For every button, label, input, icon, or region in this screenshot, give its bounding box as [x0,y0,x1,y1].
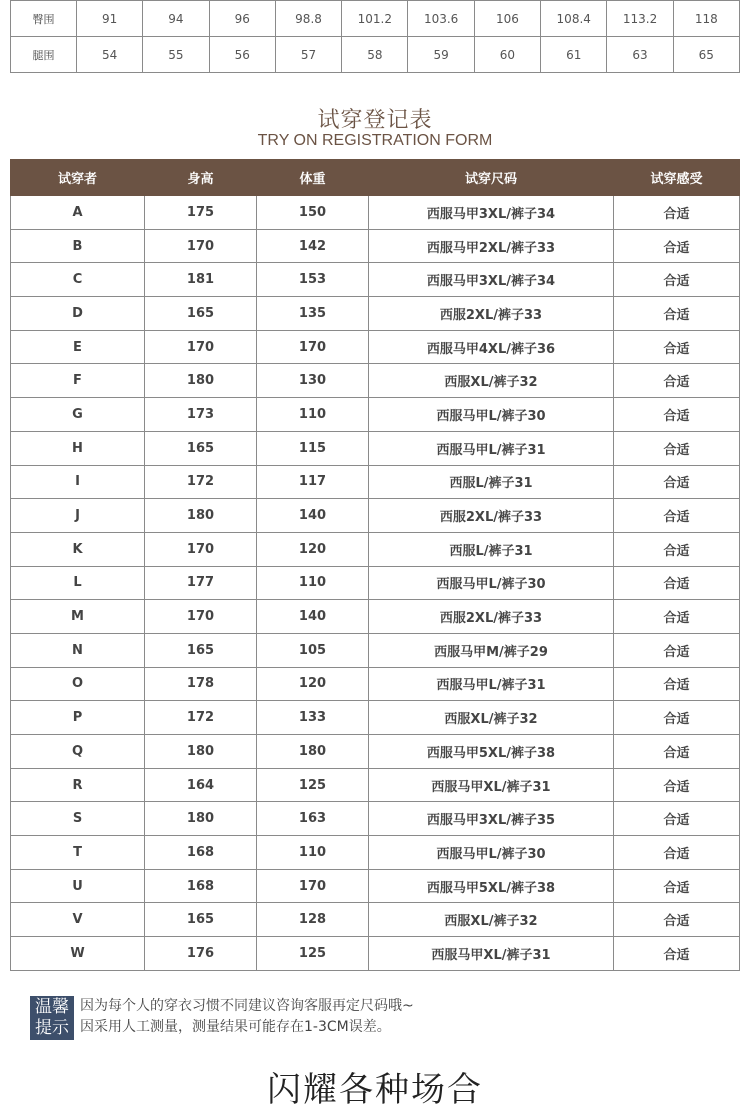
tester-cell: B [11,229,145,263]
tester-cell: D [11,297,145,331]
size-cell: 西服马甲XL/裤子31 [369,937,614,971]
feeling-cell: 合适 [614,297,740,331]
size-cell: 63 [607,37,673,73]
table-row [11,229,740,263]
weight-cell: 153 [257,263,369,297]
feeling-cell: 合适 [614,263,740,297]
table-row [11,566,740,600]
feeling-cell: 合适 [614,532,740,566]
weight-cell: 125 [257,937,369,971]
height-cell: 180 [145,364,257,398]
tester-cell: C [11,263,145,297]
table-row [11,398,740,432]
weight-cell: 110 [257,398,369,432]
height-cell: 165 [145,297,257,331]
size-cell: 西服马甲XL/裤子31 [369,768,614,802]
height-cell: 165 [145,431,257,465]
height-cell: 165 [145,903,257,937]
height-cell: 168 [145,869,257,903]
tester-cell: J [11,499,145,533]
size-row-label: 臀围 [11,1,77,37]
table-row [11,532,740,566]
size-cell: 65 [673,37,739,73]
tips-box [30,996,414,1040]
tester-cell: V [11,903,145,937]
size-cell: 西服马甲L/裤子30 [369,566,614,600]
form-subtitle: TRY ON REGISTRATION FORM [257,132,493,149]
weight-cell: 120 [257,667,369,701]
size-cell: 108.4 [541,1,607,37]
tester-cell: H [11,431,145,465]
tester-cell: U [11,869,145,903]
size-cell: 西服马甲3XL/裤子35 [369,802,614,836]
size-cell: 西服马甲2XL/裤子33 [369,229,614,263]
size-cell: 96 [209,1,275,37]
weight-cell: 105 [257,633,369,667]
tips-badge-top: 温馨 [35,997,69,1017]
tester-cell: N [11,633,145,667]
tester-cell: R [11,768,145,802]
table-row [11,667,740,701]
feeling-cell: 合适 [614,667,740,701]
tips-line-2: 因采用人工测量，测量结果可能存在1-3CM误差。 [80,1019,391,1035]
header-size: 试穿尺码 [369,160,614,196]
size-row [11,1,740,37]
table-row [11,330,740,364]
size-cell: 西服2XL/裤子33 [369,297,614,331]
size-cell: 西服马甲L/裤子31 [369,431,614,465]
height-cell: 170 [145,600,257,634]
size-cell: 113.2 [607,1,673,37]
size-cell: 91 [77,1,143,37]
tester-cell: Q [11,735,145,769]
weight-cell: 140 [257,600,369,634]
tips-line-1: 因为每个人的穿衣习惯不同建议咨询客服再定尺码哦~ [80,998,414,1014]
weight-cell: 133 [257,701,369,735]
size-cell: 57 [275,37,341,73]
table-row [11,364,740,398]
size-cell: 西服马甲L/裤子31 [369,667,614,701]
tester-cell: E [11,330,145,364]
weight-cell: 110 [257,836,369,870]
weight-cell: 142 [257,229,369,263]
size-cell: 西服XL/裤子32 [369,364,614,398]
table-row [11,937,740,971]
tester-cell: S [11,802,145,836]
tester-cell: A [11,196,145,230]
table-row [11,465,740,499]
size-cell: 61 [541,37,607,73]
tester-cell: W [11,937,145,971]
tester-cell: K [11,532,145,566]
table-row [11,903,740,937]
height-cell: 168 [145,836,257,870]
table-row [11,600,740,634]
table-row [11,735,740,769]
feeling-cell: 合适 [614,499,740,533]
tester-cell: L [11,566,145,600]
header-height: 身高 [145,160,257,196]
try-on-table [10,159,740,971]
tips-badge [30,996,74,1040]
table-row [11,499,740,533]
size-cell: 西服L/裤子31 [369,532,614,566]
size-cell: 103.6 [408,1,474,37]
weight-cell: 130 [257,364,369,398]
size-cell: 西服2XL/裤子33 [369,499,614,533]
size-cell: 西服马甲L/裤子30 [369,836,614,870]
feeling-cell: 合适 [614,431,740,465]
size-cell: 西服马甲5XL/裤子38 [369,735,614,769]
feeling-cell: 合适 [614,869,740,903]
size-table [10,0,740,73]
size-cell: 56 [209,37,275,73]
feeling-cell: 合适 [614,903,740,937]
tester-cell: G [11,398,145,432]
height-cell: 177 [145,566,257,600]
table-row [11,836,740,870]
weight-cell: 135 [257,297,369,331]
footer-title: 闪耀各种场合 [267,1070,483,1110]
header-tester: 试穿者 [11,160,145,196]
height-cell: 173 [145,398,257,432]
feeling-cell: 合适 [614,836,740,870]
weight-cell: 117 [257,465,369,499]
weight-cell: 163 [257,802,369,836]
table-header-row [11,160,740,196]
tester-cell: F [11,364,145,398]
table-row [11,263,740,297]
size-cell: 60 [474,37,540,73]
weight-cell: 180 [257,735,369,769]
header-weight: 体重 [257,160,369,196]
size-cell: 西服马甲L/裤子30 [369,398,614,432]
feeling-cell: 合适 [614,633,740,667]
size-cell: 西服马甲M/裤子29 [369,633,614,667]
size-cell: 西服2XL/裤子33 [369,600,614,634]
table-row [11,869,740,903]
weight-cell: 115 [257,431,369,465]
size-row [11,37,740,73]
feeling-cell: 合适 [614,735,740,769]
height-cell: 170 [145,229,257,263]
size-cell: 58 [342,37,408,73]
size-cell: 94 [143,1,209,37]
size-cell: 西服马甲4XL/裤子36 [369,330,614,364]
height-cell: 164 [145,768,257,802]
height-cell: 180 [145,499,257,533]
size-cell: 98.8 [275,1,341,37]
height-cell: 180 [145,735,257,769]
size-cell: 西服马甲3XL/裤子34 [369,263,614,297]
feeling-cell: 合适 [614,937,740,971]
feeling-cell: 合适 [614,701,740,735]
height-cell: 170 [145,330,257,364]
tester-cell: M [11,600,145,634]
size-row-label: 腿围 [11,37,77,73]
tips-badge-bottom: 提示 [35,1018,69,1038]
height-cell: 178 [145,667,257,701]
tester-cell: P [11,701,145,735]
height-cell: 176 [145,937,257,971]
feeling-cell: 合适 [614,330,740,364]
feeling-cell: 合适 [614,566,740,600]
tester-cell: T [11,836,145,870]
weight-cell: 170 [257,330,369,364]
feeling-cell: 合适 [614,229,740,263]
feeling-cell: 合适 [614,600,740,634]
feeling-cell: 合适 [614,398,740,432]
weight-cell: 128 [257,903,369,937]
weight-cell: 140 [257,499,369,533]
weight-cell: 125 [257,768,369,802]
table-row [11,431,740,465]
size-cell: 54 [77,37,143,73]
height-cell: 172 [145,701,257,735]
size-cell: 西服L/裤子31 [369,465,614,499]
form-title: 试穿登记表 [317,108,433,133]
height-cell: 172 [145,465,257,499]
table-row [11,701,740,735]
tester-cell: I [11,465,145,499]
weight-cell: 170 [257,869,369,903]
weight-cell: 150 [257,196,369,230]
height-cell: 165 [145,633,257,667]
table-row [11,196,740,230]
size-cell: 118 [673,1,739,37]
feeling-cell: 合适 [614,802,740,836]
size-cell: 101.2 [342,1,408,37]
weight-cell: 110 [257,566,369,600]
size-cell: 106 [474,1,540,37]
feeling-cell: 合适 [614,364,740,398]
height-cell: 181 [145,263,257,297]
size-cell: 西服XL/裤子32 [369,903,614,937]
table-row [11,802,740,836]
size-cell: 55 [143,37,209,73]
height-cell: 180 [145,802,257,836]
weight-cell: 120 [257,532,369,566]
table-row [11,768,740,802]
table-row [11,297,740,331]
feeling-cell: 合适 [614,768,740,802]
size-cell: 西服XL/裤子32 [369,701,614,735]
size-cell: 西服马甲5XL/裤子38 [369,869,614,903]
table-row [11,633,740,667]
feeling-cell: 合适 [614,196,740,230]
header-feeling: 试穿感受 [614,160,740,196]
height-cell: 175 [145,196,257,230]
height-cell: 170 [145,532,257,566]
size-cell: 西服马甲3XL/裤子34 [369,196,614,230]
size-cell: 59 [408,37,474,73]
tester-cell: O [11,667,145,701]
feeling-cell: 合适 [614,465,740,499]
